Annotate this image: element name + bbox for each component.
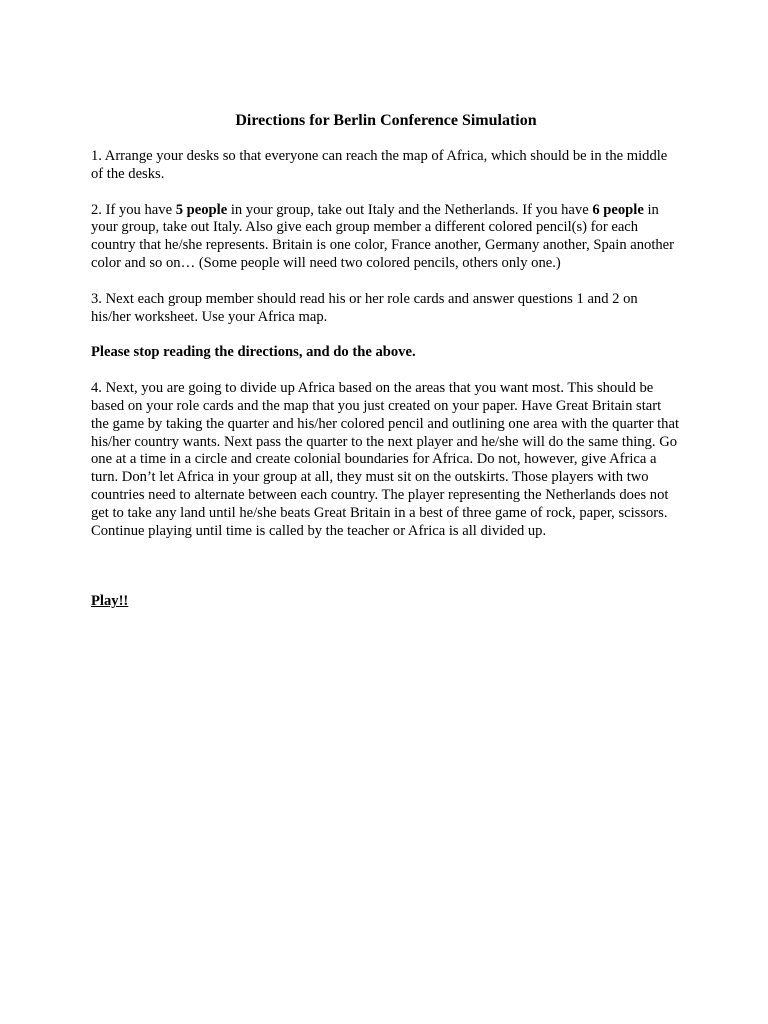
step-2-text-c: in your group, take out Italy. Also give each group member a different colored pencil(s) for each country that he/she represents. Britain is one color, France another, Germany another, Spain another color and so on… (Some people will need two colored pencils, others only one.) xyxy=(91,201,675,271)
play-heading: Play!! xyxy=(91,593,129,610)
step-1-paragraph: 1. Arrange your desks so that everyone can reach the map of Africa, which should be in the middle of the desks. xyxy=(91,148,668,182)
step-2-bold-six-people: 6 people xyxy=(592,201,644,218)
step-2-text-a: 2. If you have xyxy=(91,201,176,218)
document-page xyxy=(91,111,681,611)
step-4-paragraph: 4. Next, you are going to divide up Africa based on the areas that you want most. This should be based on your role cards and the map that you just created on your paper. Have Great Britain start the game by taking the quarter and his/her colored pencil and outlining one area with the quarter that his/her country wants. Next pass the quarter to the next player and he/she will do the same thing. Go one at a time in a circle and create colonial boundaries for Africa. Do not, however, give Africa a turn. Don’t let Africa in your group at all, they must sit on the outskirts. Those players with two countries need to alternate between each country. The player representing the Netherlands does not get to take any land until he/she beats Great Britain in a best of three game of rock, paper, scissors. Continue playing until time is called by the teacher or Africa is all divided up. xyxy=(91,380,680,539)
stop-note: Please stop reading the directions, and do the above. xyxy=(91,344,416,361)
step-2-paragraph xyxy=(91,202,681,273)
step-2-bold-five-people: 5 people xyxy=(175,201,228,218)
step-2-text-b: in your group, take out Italy and the Netherlands. If you have xyxy=(227,201,593,218)
step-3-paragraph: 3. Next each group member should read his or her role cards and answer questions 1 and 2 on his/her worksheet. Use your Africa map. xyxy=(91,290,638,325)
document-title: Directions for Berlin Conference Simulation xyxy=(235,112,537,129)
